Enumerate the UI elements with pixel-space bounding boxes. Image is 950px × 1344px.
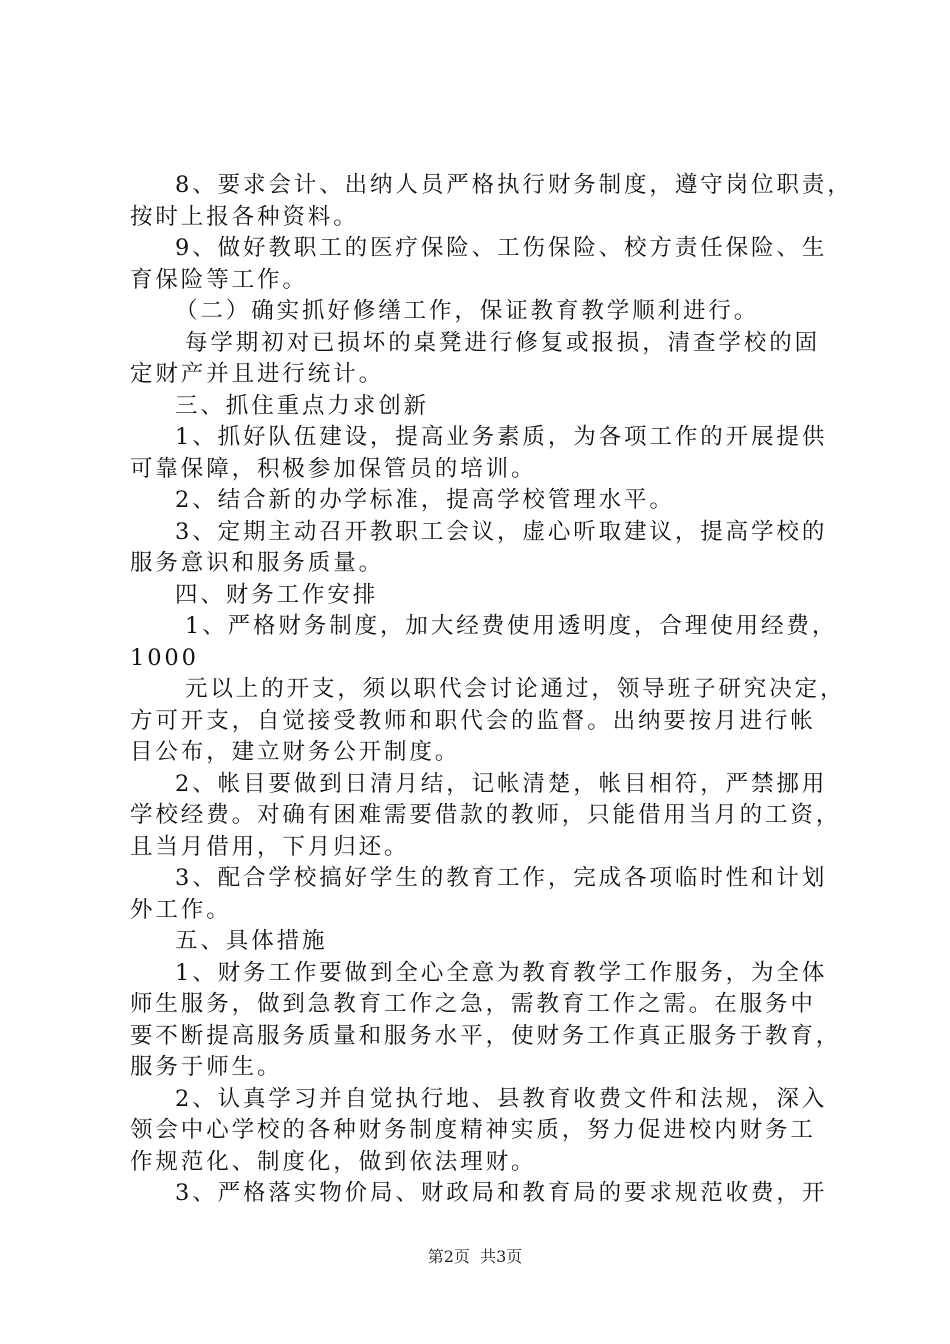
text-line: 1000 — [130, 644, 199, 671]
text-line: 9、做好教职工的医疗保险、工伤保险、校方责任保险、生 — [175, 235, 828, 261]
text-line: 1、财务工作要做到全心全意为教育教学工作服务，为全体 — [175, 959, 828, 986]
text-line: 领会中心学校的各种财务制度精神实质，努力促进校内财务工 — [130, 1117, 816, 1143]
text-line: （二）确实抓好修缮工作，保证教育教学顺利进行。 — [175, 298, 760, 324]
text-line: 每学期初对已损坏的桌凳进行修复或报损，清查学校的固 — [185, 329, 821, 356]
text-line: 学校经费。对确有困难需要借款的教师，只能借用当月的工资， — [130, 802, 842, 828]
text-line: 五、具体措施 — [175, 928, 328, 954]
text-line: 按时上报各种资料。 — [130, 203, 359, 230]
text-line: 2、认真学习并自觉执行地、县教育收费文件和法规，深入 — [175, 1085, 828, 1112]
text-line: 育保险等工作。 — [130, 266, 308, 293]
text-line: 外工作。 — [130, 896, 232, 923]
page-number: 第2页 共3页 — [427, 1247, 523, 1266]
document-body — [130, 170, 853, 1210]
text-line: 且当月借用，下月归还。 — [130, 833, 410, 860]
text-line: 3、严格落实物价局、财政局和教育局的要求规范收费，开 — [175, 1180, 828, 1206]
page-footer — [0, 1244, 950, 1267]
text-line: 可靠保障，积极参加保管员的培训。 — [130, 455, 537, 482]
text-line: 三、抓住重点力求创新 — [175, 392, 430, 419]
text-line: 方可开支，自觉接受教师和职代会的监督。出纳要按月进行帐 — [130, 707, 816, 734]
text-line: 服务于师生。 — [130, 1054, 283, 1080]
text-line: 元以上的开支，须以职代会讨论通过，领导班子研究决定， — [185, 676, 846, 702]
text-line: 师生服务，做到急教育工作之急，需教育工作之需。在服务中 — [130, 991, 816, 1017]
text-line: 8、要求会计、出纳人员严格执行财务制度，遵守岗位职责， — [175, 172, 853, 198]
text-line: 2、帐目要做到日清月结，记帐清楚，帐目相符，严禁挪用 — [175, 770, 828, 797]
text-line: 3、配合学校搞好学生的教育工作，完成各项临时性和计划 — [175, 865, 828, 891]
text-line: 1、抓好队伍建设，提高业务素质，为各项工作的开展提供 — [175, 424, 828, 450]
text-line: 作规范化、制度化，做到依法理财。 — [130, 1148, 537, 1175]
text-line: 2、结合新的办学标准，提高学校管理水平。 — [175, 487, 675, 513]
text-line: 四、财务工作安排 — [175, 581, 379, 608]
text-line: 1、严格财务制度，加大经费使用透明度，合理使用经费， — [185, 613, 838, 639]
text-line: 定财产并且进行统计。 — [130, 361, 385, 387]
text-line: 目公布，建立财务公开制度。 — [130, 739, 461, 765]
text-line: 服务意识和服务质量。 — [130, 550, 385, 576]
text-line: 3、定期主动召开教职工会议，虚心听取建议，提高学校的 — [175, 518, 828, 545]
text-line: 要不断提高服务质量和服务水平，使财务工作真正服务于教育， — [130, 1022, 842, 1049]
